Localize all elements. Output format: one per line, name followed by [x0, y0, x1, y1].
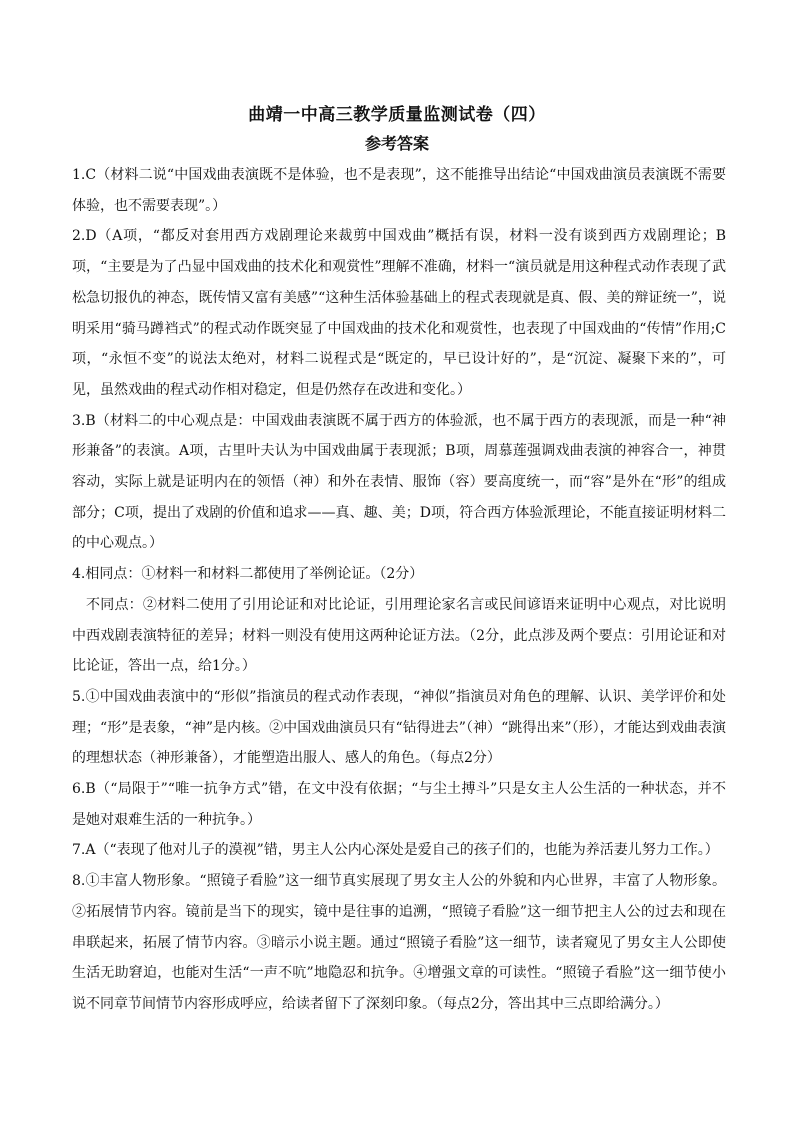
answer-7: 7.A（“表现了他对儿子的漠视”错，男主人公内心深处是爱自己的孩子们的，也能为养活妻儿努力工作。） — [72, 842, 719, 859]
answer-4-similarity: 4.相同点：①材料一和材料二都使用了举例论证。（2分） — [72, 566, 424, 583]
answer-1: 1.C（材料二说“中国戏曲表演既不是体验，也不是表现”，这不能推导出结论“中国戏曲演员表演既不需要体验，也不需要表现”。） — [72, 167, 726, 214]
answer-5: 5.①中国戏曲表演中的“形似”指演员的程式动作表现，“神似”指演员对角色的理解、认识、美学评价和处理；“形”是表象，“神”是内核。②中国戏曲演员只有“钻得进去”（神）“跳得出来”（形），才能达到戏曲表演的理想状态（神形兼备），才能塑造出服人、感人的角色。（每点2分） — [72, 688, 726, 767]
answer-6: 6.B（“局限于”“唯一抗争方式”错，在文中没有依据；“与尘土搏斗”只是女主人公生活的一种状态，并不是她对艰难生活的一种抗争。） — [72, 781, 726, 828]
answer-8: 8.①丰富人物形象。“照镜子看脸”这一细节真实展现了男女主人公的外貌和内心世界，丰富了人物形象。②拓展情节内容。镜前是当下的现实，镜中是往事的追溯，“照镜子看脸”这一细节把主人公的过去和现在串联起来，拓展了情节内容。③暗示小说主题。通过“照镜子看脸”这一细节，读者窥见了男女主人公即使生活无助窘迫，也能对生活“一声不吭”地隐忍和抗争。④增强文章的可读性。“照镜子看脸”这一细节使小说不同章节间情节内容形成呼应，给读者留下了深刻印象。（每点2分，答出其中三点即给满分。） — [72, 873, 726, 1012]
document-subtitle: 参考答案 — [364, 134, 429, 153]
answer-2: 2.D（A项，“都反对套用西方戏剧理论来裁剪中国戏曲”概括有误，材料一没有谈到西方戏剧理论；B项，“主要是为了凸显中国戏曲的技术化和观赏性”理解不准确，材料一“演员就是用这种程式动作表现了武松急切报仇的神态，既传情又富有美感”“这种生活体验基础上的程式表现就是真、假、美的辩证统一”，说明采用“骑马蹲裆式”的程式动作既突显了中国戏曲的技术化和观赏性，也表现了中国戏曲的“传情”作用;C项，“永恒不变”的说法太绝对，材料二说程式是“既定的，早已设计好的”，是“沉淀、凝聚下来的”，可见，虽然戏曲的程式动作相对稳定，但是仍然存在改进和变化。） — [72, 228, 726, 398]
document-title: 曲靖一中高三教学质量监测试卷（四） — [248, 105, 546, 125]
answer-3: 3.B（材料二的中心观点是：中国戏曲表演既不属于西方的体验派，也不属于西方的表现派，而是一种“神形兼备”的表演。A项，古里叶夫认为中国戏曲属于表现派；B项，周慕莲强调戏曲表演的神容合一，神贯容动，实际上就是证明内在的领悟（神）和外在表情、服饰（容）要高度统一，而“容”是外在“形”的组成部分；C项，提出了戏剧的价值和追求——真、趣、美；D项，符合西方体验派理论，不能直接证明材料二的中心观点。） — [72, 412, 726, 552]
answer-content — [72, 160, 726, 1020]
answer-4-difference: 不同点：②材料二使用了引用论证和对比论证，引用理论家名言或民间谚语来证明中心观点，对比说明中西戏剧表演特征的差异；材料一则没有使用这两种论证方法。（2分，此点涉及两个要点：引用论证和对比论证，答出一点，给1分。） — [72, 596, 726, 675]
